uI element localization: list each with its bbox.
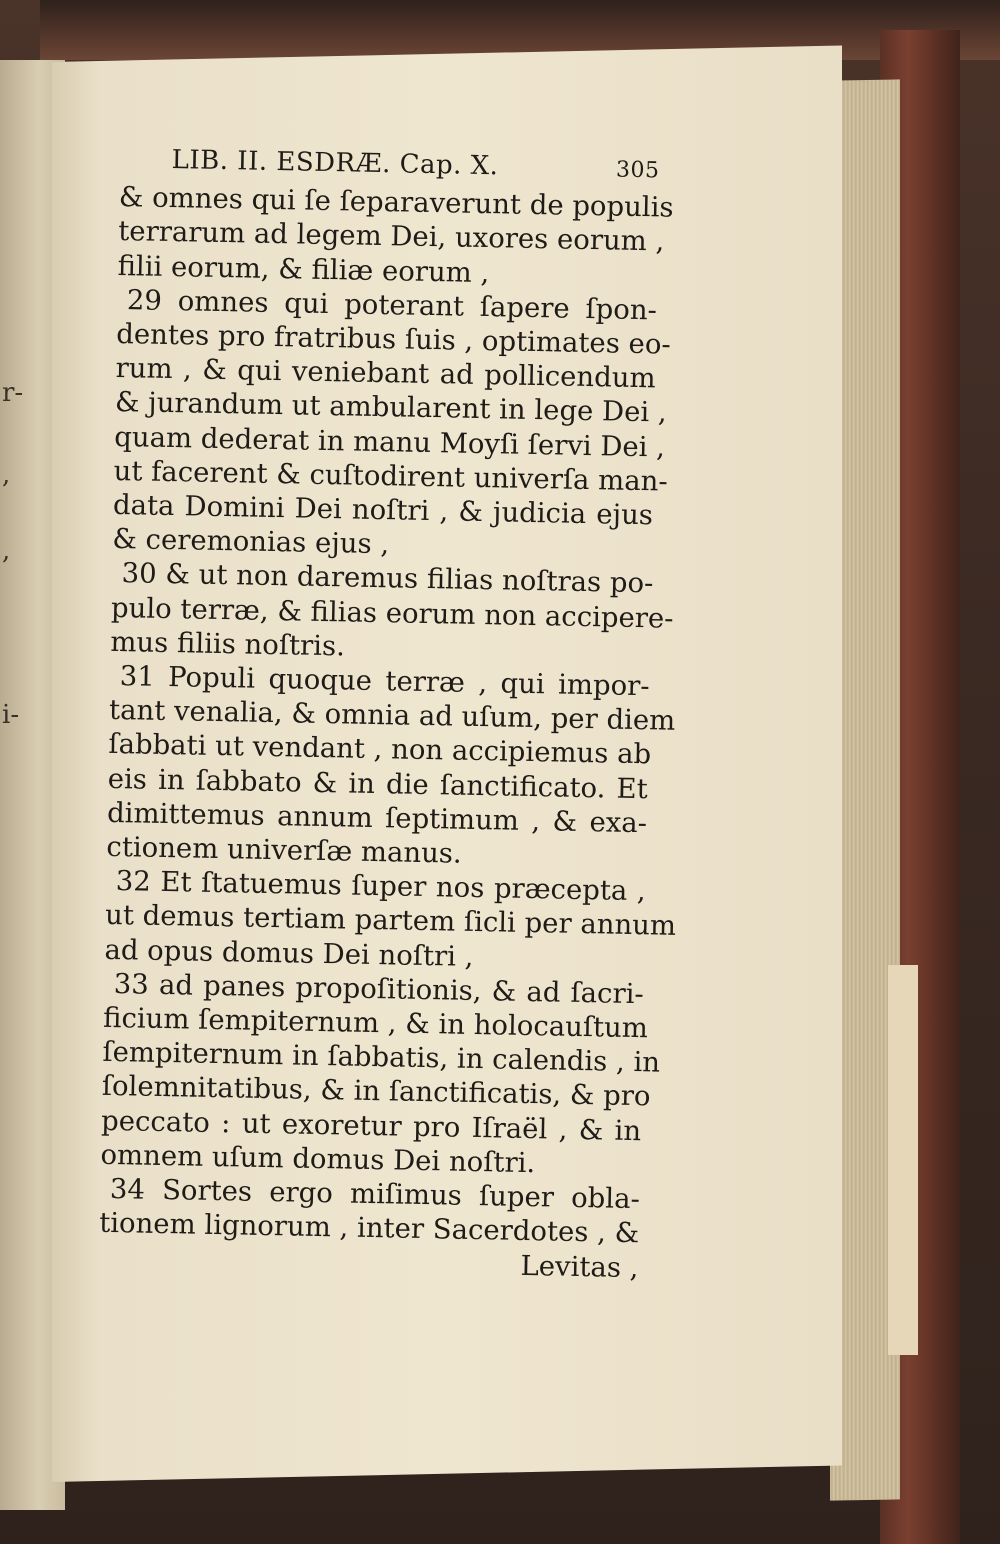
text-line: ut demus tertiam partem ſicli per annum: [104, 899, 677, 943]
text-line: eis in ſabbato & in die ſanctificato. Et: [107, 762, 648, 805]
text-line: ad opus domus Dei noſtri ,: [104, 933, 474, 973]
text-line: data Domini Dei noſtri , & judicia ejus: [112, 488, 654, 532]
text-line: ficium ſempiternum , & in holocauſtum: [102, 1001, 649, 1045]
text-line: ſempiternum in ſabbatis, in calendis , in: [102, 1036, 661, 1079]
text-line: 32 Et ſtatuemus ſuper nos præcepta ,: [115, 865, 647, 908]
text-line: 34 Sortes ergo miſimus ſuper obla-: [109, 1173, 641, 1216]
text-line: Levitas ,: [520, 1249, 639, 1284]
left-fragment: ,: [2, 460, 11, 490]
text-line: 33 ad panes propoſitionis, & ad ſacri-: [113, 967, 645, 1011]
text-line: mus filiis noſtris.: [110, 625, 346, 663]
text-line: 31 Populi quoque terræ , qui impor-: [119, 660, 650, 703]
text-line: tionem lignorum , inter Sacerdotes , &: [98, 1207, 640, 1250]
text-line: ctionem univerſæ manus.: [106, 830, 463, 870]
left-fragment: r-: [2, 378, 24, 408]
text-line: 30 & ut non daremus filias noſtras po-: [121, 557, 654, 600]
text-line: dimittemus annum ſeptimum , & exa-: [106, 796, 648, 840]
page-text: [98, 142, 677, 1285]
text-line: dentes pro fratribus ſuis , optimates eo-: [116, 317, 672, 361]
paper-tab: [888, 965, 918, 1355]
text-line: ut facerent & cuſtodirent univerſa man-: [113, 454, 668, 498]
page-number: 305: [615, 157, 660, 184]
text-line: quam dederat in manu Moyſi ſervi Dei ,: [114, 420, 666, 464]
text-line: & omnes qui ſe ſeparaverunt de populis: [118, 181, 674, 224]
text-line: filii eorum, & filiæ eorum ,: [117, 249, 490, 289]
text-line: peccato : ut exoretur pro Iſraël , & in: [100, 1104, 642, 1147]
text-line: ſabbati ut vendant , non accipiemus ab: [108, 728, 652, 771]
text-line: ſolemnitatibus, & in ſanctificatis, & pro: [101, 1070, 651, 1113]
text-line: & ceremonias ejus ,: [112, 523, 390, 561]
text-line: rum , & qui veniebant ad pollicendum: [115, 352, 656, 395]
text-line: & jurandum ut ambularent in lege Dei ,: [114, 386, 668, 429]
book-cover-top: [40, 0, 1000, 60]
text-line: tant venalia, & omnia ad uſum, per diem: [108, 694, 676, 738]
left-fragment: i-: [2, 700, 20, 730]
text-lines: [98, 180, 677, 1285]
text-line: omnem uſum domus Dei noſtri.: [100, 1138, 536, 1180]
running-title: LIB. II. ESDRÆ. Cap. X.: [171, 144, 499, 182]
left-fragment: ,: [2, 536, 11, 566]
text-line: terrarum ad legem Dei, uxores eorum ,: [117, 215, 665, 258]
text-line: 29 omnes qui poterant ſapere ſpon-: [126, 283, 658, 327]
text-line: pulo terræ, & filias eorum non accipere-: [110, 591, 674, 635]
